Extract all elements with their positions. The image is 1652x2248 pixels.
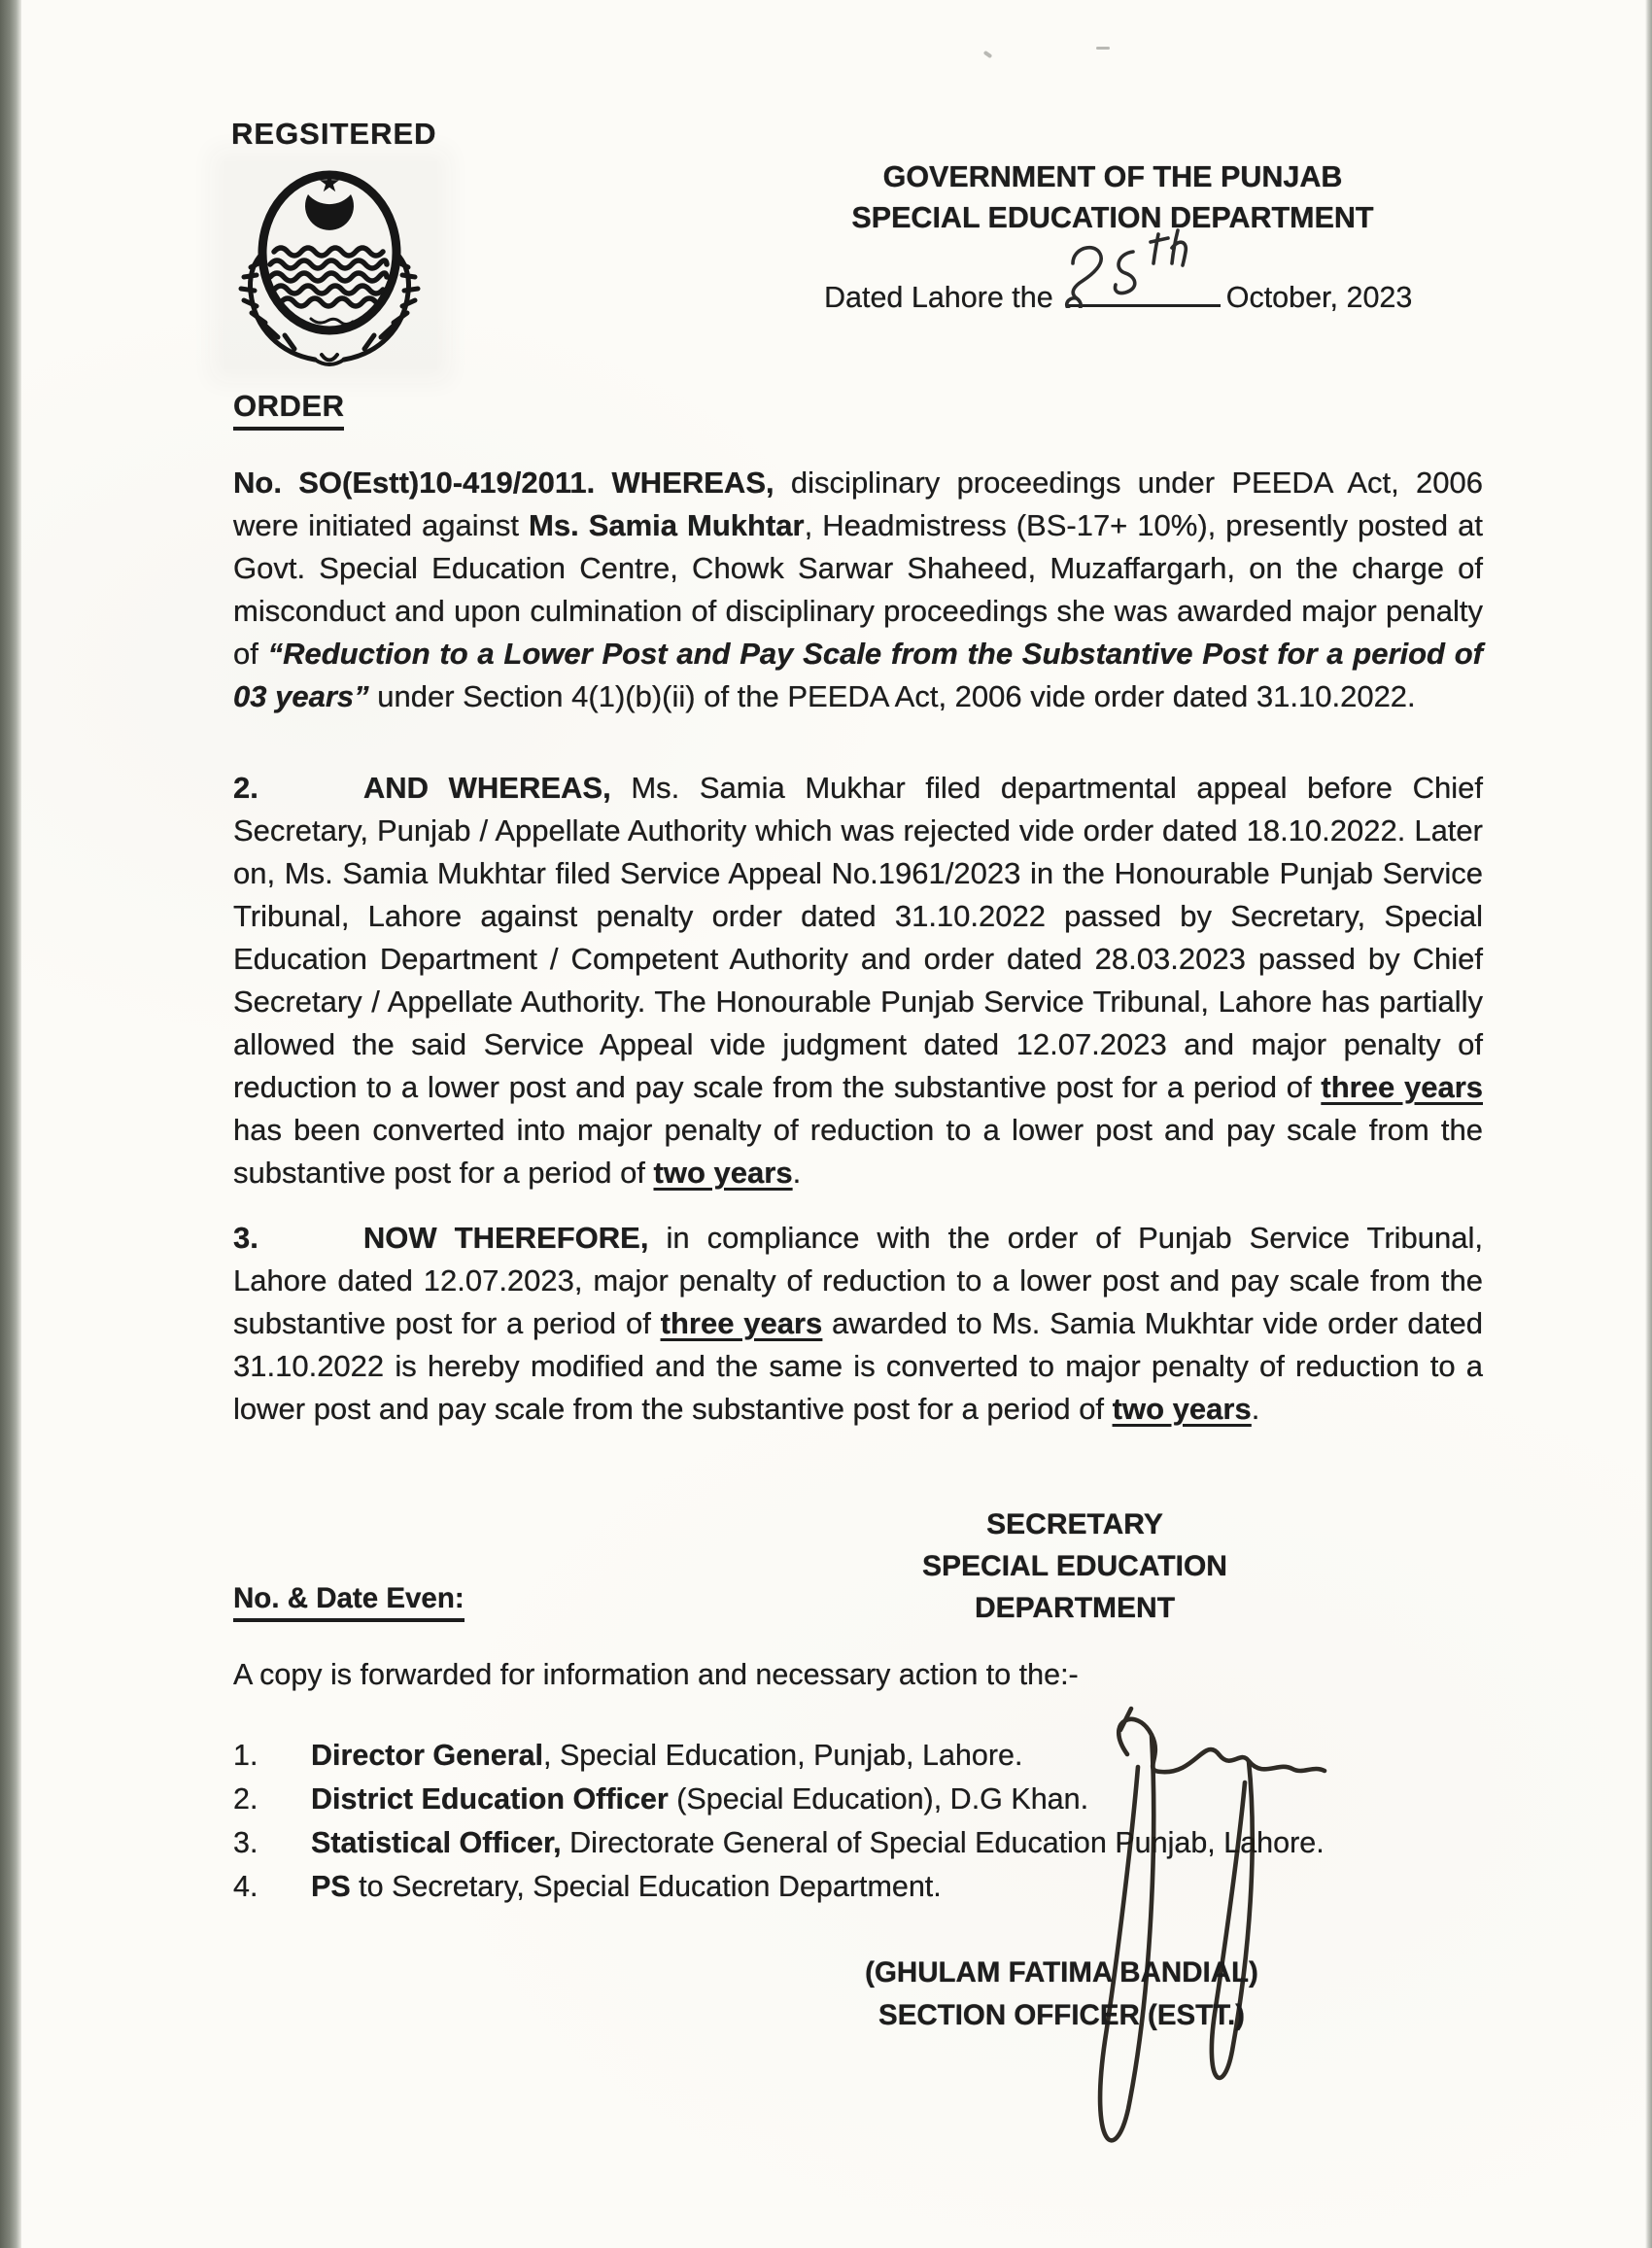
scan-mark: [1096, 47, 1110, 50]
para-number: 2.: [233, 771, 258, 805]
signer-name: (GHULAM FATIMA BANDIAL): [865, 1956, 1258, 1989]
signer-title: SECTION OFFICER (ESTT.): [878, 1999, 1245, 2031]
signoff-block: [822, 1504, 1327, 1629]
signature: [957, 1701, 1365, 2187]
para-number: 3.: [233, 1221, 258, 1255]
item-number: 3.: [233, 1826, 258, 1859]
recipient-detail: , Special Education, Punjab, Lahore.: [543, 1739, 1023, 1772]
text-run: AND WHEREAS,: [362, 771, 611, 805]
text-run: .: [1251, 1392, 1260, 1426]
date-blank-underline: [1067, 271, 1221, 307]
item-number: 1.: [233, 1739, 258, 1772]
recipient-detail: to Secretary, Special Education Department.: [350, 1870, 942, 1903]
department-line: SPECIAL EDUCATION DEPARTMENT: [851, 201, 1374, 234]
text-run: No. SO(Estt)10-419/2011. WHEREAS,: [233, 466, 774, 500]
recipient-detail: Directorate General of Special Education Punjab, Lahore.: [561, 1826, 1325, 1859]
punjab-emblem-icon: [224, 161, 437, 369]
para-2: [233, 767, 1483, 1194]
recipient-title: Statistical Officer,: [311, 1826, 562, 1859]
recipient-title: District Education Officer: [311, 1782, 669, 1816]
text-run: three years: [1321, 1070, 1483, 1104]
date-line: [824, 271, 1412, 315]
text-run: two years: [1112, 1392, 1252, 1426]
scan-edge-right: [1645, 0, 1652, 2248]
copy-forwarded-line: A copy is forwarded for information and necessary action to the:-: [233, 1658, 1079, 1691]
scan-edge-left: [0, 0, 21, 2248]
scan-mark: [983, 51, 993, 58]
registered-stamp: REGSITERED: [231, 117, 437, 151]
text-run: in compliance with the order of Punjab Service Tribunal, Lahore dated 12.07.2023, major penalty of reduction to a lower post and pay scale from the substantive post for a period of: [233, 1221, 1483, 1340]
text-run: Ms. Samia Mukhar filed departmental appeal before Chief Secretary, Punjab / Appellate Authority which was rejected vide order dated 18.10.2022. Later on, Ms. Samia Mukhtar filed Service Appeal No.1961/2023 in the Honourable Punjab Service Tribunal, Lahore against penalty order dated 31.10.2022 passed by Secretary, Special Education Department / Competent Authority and order dated 28.03.2023 passed by Chief Secretary / Appellate Authority. The Honourable Punjab Service Tribunal, Lahore has partially allowed the said Service Appeal vide judgment dated 12.07.2023 and major penalty of reduction to a lower post and pay scale from the substantive post for a period of: [233, 771, 1483, 1104]
text-run: “Reduction to a Lower Post and Pay Scale from the Substantive Post for a period of 03 years”: [233, 637, 1483, 713]
text-run: disciplinary proceedings under PEEDA Act, 2006 were initiated against: [233, 466, 1484, 542]
item-number: 2.: [233, 1782, 258, 1816]
text-run: awarded to Ms. Samia Mukhtar vide order dated 31.10.2022 is hereby modified and the same is converted to major penalty of reduction to a lower post and pay scale from the substantive post for a period of: [233, 1306, 1483, 1426]
text-run: , Headmistress (BS-17+ 10%), presently posted at Govt. Special Education Centre, Chowk Sarwar Shaheed, Muzaffargarh, on the charge of misconduct and upon culmination of disciplinary proceedings she was awarded major penalty of: [233, 508, 1483, 671]
date-suffix: October, 2023: [1225, 281, 1413, 314]
handwritten-date: [1050, 221, 1244, 308]
text-run: two years: [653, 1156, 793, 1190]
signoff-department: SPECIAL EDUCATION DEPARTMENT: [922, 1550, 1227, 1624]
text-run: has been converted into major penalty of reduction to a lower post and pay scale from the substantive post for a period of: [233, 1113, 1483, 1190]
text-run: three years: [660, 1306, 823, 1340]
signer-block: [797, 1952, 1326, 2037]
item-number: 4.: [233, 1870, 258, 1903]
recipient-title: PS: [311, 1870, 351, 1903]
date-prefix: Dated Lahore the: [824, 281, 1053, 314]
order-heading: ORDER: [233, 389, 344, 431]
para-1: [233, 462, 1483, 718]
text-run: .: [792, 1156, 802, 1190]
para-3: [233, 1217, 1483, 1431]
signoff-title: SECRETARY: [986, 1508, 1163, 1540]
text-run: under Section 4(1)(b)(ii) of the PEEDA Act, 2006 vide order dated 31.10.2022.: [368, 679, 1416, 713]
government-line: GOVERNMENT OF THE PUNJAB: [882, 160, 1343, 193]
text-run: Ms. Samia Mukhtar: [529, 508, 805, 542]
recipient-title: Director General: [311, 1739, 544, 1772]
ref-heading: No. & Date Even:: [233, 1582, 465, 1622]
recipient-detail: (Special Education), D.G Khan.: [668, 1782, 1089, 1816]
text-run: NOW THEREFORE,: [362, 1221, 649, 1255]
